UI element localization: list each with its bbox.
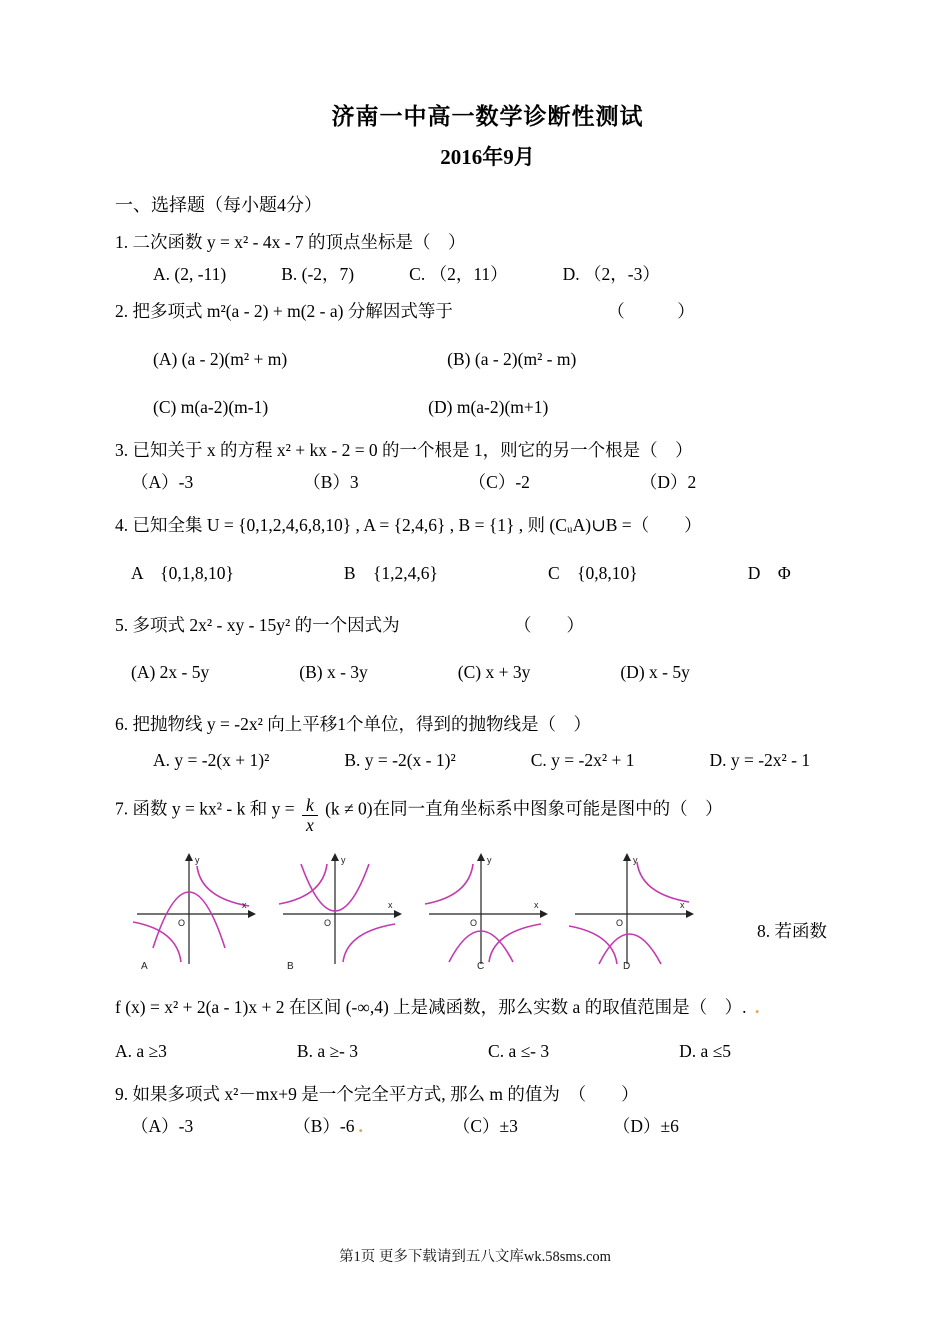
- question-5-answer-paren: （ ）: [514, 614, 585, 635]
- coordinate-graph-a: [127, 850, 259, 972]
- option-d: D Φ: [747, 563, 791, 583]
- hyperbola-branch-q4: [489, 924, 541, 962]
- question-6: [115, 713, 860, 772]
- question-7-stem-post: (k ≠ 0)在同一直角坐标系中图象可能是图中的（ ）: [325, 798, 723, 819]
- fraction-denominator: x: [305, 814, 314, 835]
- coordinate-graph-b: [273, 850, 405, 972]
- option-c: C {0,8,10}: [547, 563, 638, 583]
- option-d: (D) x - 5y: [620, 662, 690, 683]
- hyperbola-branch-q4: [343, 924, 395, 962]
- option-d: D. y = -2x² - 1: [709, 749, 811, 770]
- option-b: (B) x - 3y: [299, 662, 368, 683]
- fraction-numerator: k: [302, 796, 318, 815]
- question-5-stem-text: 5. 多项式 2x² - xy - 15y² 的一个因式为: [115, 614, 400, 635]
- hyperbola-branch-q3: [133, 922, 181, 962]
- coordinate-graph-d: [565, 850, 697, 972]
- y-axis-label: y: [633, 854, 638, 865]
- option-d: （D）2: [639, 471, 697, 492]
- question-6-stem: 6. 把抛物线 y = -2x² 向上平移1个单位，得到的抛物线是（ ）: [115, 713, 591, 734]
- option-b: B. a ≥- 3: [296, 1040, 359, 1061]
- question-5-options: [115, 661, 860, 685]
- option-d: （D）±6: [612, 1115, 679, 1136]
- question-2-stem-pre: 2. 把多项式: [115, 301, 203, 322]
- y-axis-label: y: [195, 854, 200, 865]
- question-1: [115, 231, 860, 286]
- y-axis-label: y: [341, 854, 346, 865]
- option-c: （C）-2: [468, 471, 530, 492]
- hyperbola-branch-q3: [569, 926, 617, 964]
- coordinate-graph-c: [419, 850, 551, 972]
- fraction-k-over-x: [302, 796, 318, 834]
- option-a: A. y = -2(x + 1)²: [153, 749, 270, 770]
- question-7-graphs: [115, 850, 860, 972]
- page-footer: 第1页 更多下载请到五八文库wk.58sms.com: [339, 1249, 611, 1265]
- question-9-stem: 9. 如果多项式 x²－mx+9 是一个完全平方式, 那么 m 的值为 （ ）: [115, 1084, 639, 1105]
- stray-orange-dot: .: [358, 1115, 363, 1136]
- question-9-options: [115, 1115, 860, 1139]
- question-2: [115, 300, 860, 419]
- question-7-stem-pre: 7. 函数 y = kx² - k 和 y =: [115, 798, 295, 819]
- question-5-stem: [115, 614, 860, 638]
- origin-label: O: [324, 917, 332, 928]
- question-1-options: [115, 263, 860, 287]
- x-axis-label: x: [680, 899, 685, 910]
- x-axis-arrow: [540, 910, 548, 918]
- x-axis-arrow: [686, 910, 694, 918]
- option-a: (A) 2x - 5y: [131, 662, 210, 683]
- hyperbola-branch-q1: [637, 862, 689, 902]
- option-c: （C）±3: [452, 1115, 518, 1136]
- page-title: 济南一中高一数学诊断性测试: [331, 104, 644, 129]
- question-4-options: [115, 562, 860, 586]
- x-axis-arrow: [248, 910, 256, 918]
- option-a: (A) (a - 2)(m² + m): [153, 348, 288, 369]
- question-3-options: [115, 471, 860, 495]
- y-axis-arrow: [477, 853, 485, 861]
- option-a: （A）-3: [131, 1115, 194, 1136]
- question-1-stem: 1. 二次函数 y = x² - 4x - 7 的顶点坐标是（ ）: [115, 232, 466, 252]
- question-2-options-row2: [115, 396, 860, 420]
- question-8-intro: 8. 若函数: [757, 921, 827, 942]
- x-axis-arrow: [394, 910, 402, 918]
- option-c: (C) x + 3y: [457, 662, 531, 683]
- option-b: （B）-6: [293, 1115, 355, 1136]
- section-heading: 一、选择题（每小题4分）: [115, 195, 322, 215]
- question-5: [115, 614, 860, 685]
- question-8: [115, 996, 860, 1063]
- y-axis-arrow: [331, 853, 339, 861]
- y-axis-arrow: [623, 853, 631, 861]
- y-axis-arrow: [185, 853, 193, 861]
- question-2-answer-paren: （ ）: [607, 301, 695, 322]
- hyperbola-branch-q2: [425, 864, 473, 904]
- origin-label: O: [470, 917, 478, 928]
- question-8-stem: [115, 996, 860, 1020]
- option-a: A. (2, -11): [153, 263, 227, 284]
- option-b: B. y = -2(x - 1)²: [344, 749, 456, 770]
- question-4-stem: 4. 已知全集 U = {0,1,2,4,6,8,10} , A = {2,4,6} , B = {1} , 则 (CᵤA)∪B =（ ）: [115, 515, 702, 536]
- question-3: [115, 439, 860, 494]
- question-2-options-row1: [115, 348, 860, 372]
- question-8-options: [115, 1040, 860, 1064]
- x-axis-label: x: [388, 899, 393, 910]
- graph-letter: C: [477, 960, 485, 972]
- question-9: [115, 1083, 860, 1138]
- origin-label: O: [178, 917, 186, 928]
- graph-letter: D: [623, 960, 631, 972]
- question-3-stem: 3. 已知关于 x 的方程 x² + kx - 2 = 0 的一个根是 1，则它的另一个根是（ ）: [115, 440, 693, 461]
- question-2-stem-post: 分解因式等于: [347, 301, 453, 322]
- question-8-stem-text: f (x) = x² + 2(a - 1)x + 2 在区间 (-∞,4) 上是减函数，那么实数 a 的取值范围是（ ）.: [115, 996, 747, 1017]
- option-c: C. a ≤- 3: [488, 1040, 550, 1061]
- question-7-stem: [115, 796, 860, 834]
- question-6-options: [115, 749, 860, 773]
- option-b: B. (-2，7): [281, 263, 355, 284]
- parabola-curve: [599, 934, 661, 964]
- option-d: (D) m(a-2)(m+1): [428, 396, 549, 417]
- option-b: B {1,2,4,6}: [343, 563, 438, 583]
- graph-letter: B: [287, 960, 294, 972]
- question-2-stem: [115, 300, 860, 324]
- stray-orange-dot: .: [754, 996, 760, 1017]
- graph-letter: A: [141, 960, 148, 972]
- test-date: 2016年9月: [440, 145, 535, 169]
- option-a: （A）-3: [131, 471, 194, 492]
- y-axis-label: y: [487, 854, 492, 865]
- question-7: [115, 796, 860, 972]
- option-a: A. a ≥3: [115, 1040, 167, 1061]
- option-c: C. y = -2x² + 1: [530, 749, 635, 770]
- x-axis-label: x: [534, 899, 539, 910]
- question-4: [115, 514, 860, 585]
- option-a: A {0,1,8,10}: [131, 563, 234, 583]
- option-b: （B）3: [303, 471, 359, 492]
- option-b: (B) (a - 2)(m² - m): [447, 348, 577, 369]
- x-axis-label: x: [242, 899, 247, 910]
- question-2-formula: m²(a - 2) + m(2 - a): [206, 301, 344, 322]
- origin-label: O: [616, 917, 624, 928]
- option-c: C. （2，11）: [409, 263, 508, 284]
- option-d: D. a ≤5: [679, 1040, 732, 1061]
- option-d: D. （2，-3）: [562, 263, 660, 284]
- option-c: (C) m(a-2)(m-1): [153, 396, 269, 417]
